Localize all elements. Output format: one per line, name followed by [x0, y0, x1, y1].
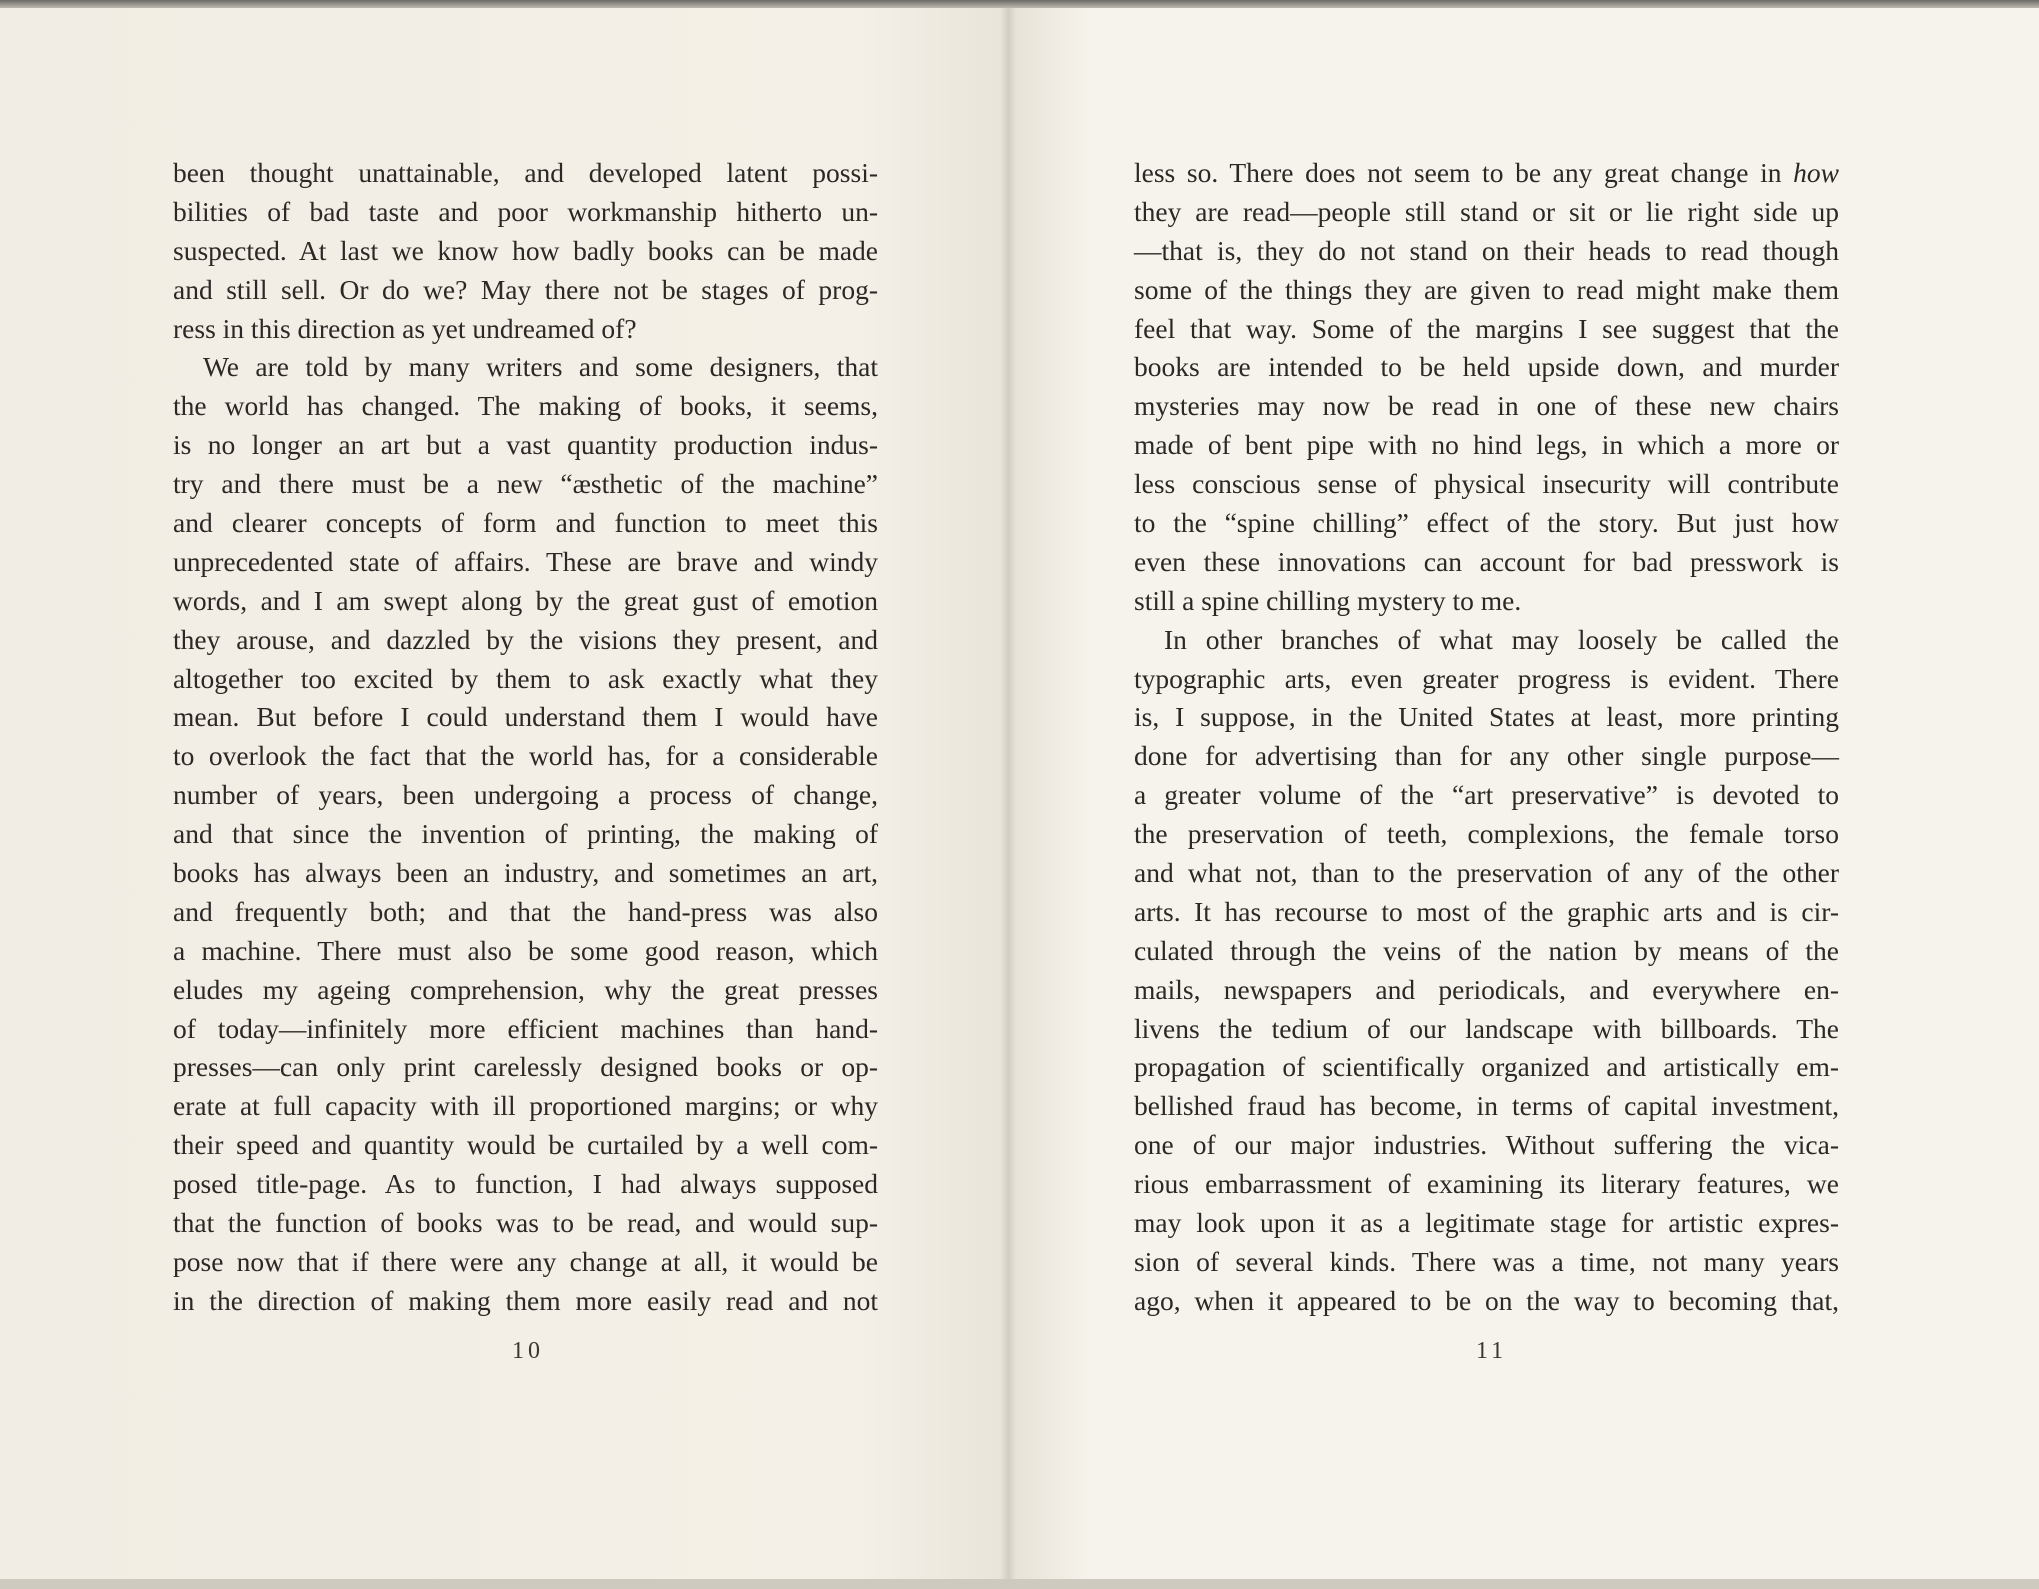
- text-line: [1134, 1243, 1839, 1282]
- text-line: [173, 893, 878, 932]
- text-line: [173, 971, 878, 1010]
- page-number-right: 11: [1476, 1338, 1508, 1364]
- text-line: [1134, 543, 1839, 582]
- right-page-text: [1134, 154, 1839, 1321]
- text-line: [1134, 698, 1839, 737]
- text-line: [173, 582, 878, 621]
- text-line-content: We are told by many writers and some designers, that: [203, 351, 878, 383]
- text-line-content: feel that way. Some of the margins I see suggest that the: [1134, 312, 1839, 344]
- text-line-content: books has always been an industry, and sometimes an art,: [173, 857, 878, 889]
- text-line: [173, 660, 878, 699]
- text-line-content: posed title-page. As to function, I had always supposed: [173, 1168, 878, 1200]
- text-line: [173, 1087, 878, 1126]
- text-line: [1134, 1010, 1839, 1049]
- text-line-content: their speed and quantity would be curtailed by a well com-: [173, 1129, 878, 1161]
- text-line-content: one of our major industries. Without suffering the vica-: [1134, 1129, 1839, 1161]
- text-line-content: to the “spine chilling” effect of the story. But just how: [1134, 507, 1839, 539]
- text-line-content: they are read—people still stand or sit or lie right side up: [1134, 195, 1839, 227]
- text-line-content: books are intended to be held upside down, and murder: [1134, 351, 1839, 383]
- text-line: [173, 271, 878, 310]
- text-line-content: less so. There does not seem to be any great change in: [1134, 157, 1794, 188]
- text-line-content: and clearer concepts of form and function to meet this: [173, 507, 878, 539]
- text-line-content: is no longer an art but a vast quantity production indus-: [173, 429, 878, 461]
- text-line: [173, 310, 878, 349]
- text-line: [173, 1126, 878, 1165]
- text-line-content: bilities of bad taste and poor workmanship hitherto un-: [173, 195, 878, 227]
- text-line-content: unprecedented state of affairs. These are brave and windy: [173, 545, 878, 577]
- text-line: [173, 465, 878, 504]
- text-line-content: is, I suppose, in the United States at least, more printing: [1134, 701, 1839, 733]
- text-line: [173, 854, 878, 893]
- text-line-content: try and there must be a new “æsthetic of the machine”: [173, 468, 878, 500]
- text-line-content: livens the tedium of our landscape with billboards. The: [1134, 1012, 1839, 1044]
- text-line: [1134, 582, 1839, 621]
- text-line-content: bellished fraud has become, in terms of capital investment,: [1134, 1090, 1839, 1122]
- text-line: [173, 232, 878, 271]
- text-line-content: rious embarrassment of examining its literary features, we: [1134, 1168, 1839, 1200]
- page-number-left: 10: [512, 1338, 544, 1364]
- text-line: [173, 348, 878, 387]
- text-line-content: erate at full capacity with ill proportioned margins; or why: [173, 1090, 878, 1122]
- text-line-content: mysteries may now be read in one of these new chairs: [1134, 390, 1839, 422]
- text-line: [1134, 465, 1839, 504]
- text-line-content: and still sell. Or do we? May there not be stages of prog-: [173, 273, 878, 305]
- left-page: [0, 8, 1008, 1579]
- text-line-content: some of the things they are given to read might make them: [1134, 273, 1839, 305]
- text-line: [1134, 1126, 1839, 1165]
- text-line: [1134, 271, 1839, 310]
- text-line-content: altogether too excited by them to ask exactly what they: [173, 662, 878, 694]
- text-line: [1134, 1282, 1839, 1321]
- text-line-content: a machine. There must also be some good reason, which: [173, 934, 878, 966]
- text-line: [173, 932, 878, 971]
- text-line-content: pose now that if there were any change at all, it would be: [173, 1245, 878, 1277]
- text-line: [1134, 426, 1839, 465]
- text-line: [173, 504, 878, 543]
- text-line-content: the preservation of teeth, complexions, the female torso: [1134, 818, 1839, 850]
- text-line: [1134, 854, 1839, 893]
- text-line: [173, 543, 878, 582]
- text-line-content: words, and I am swept along by the great gust of emotion: [173, 584, 878, 616]
- text-line-content: and what not, than to the preservation of any of the other: [1134, 857, 1839, 889]
- right-page: [1008, 8, 2039, 1579]
- text-line: [1134, 776, 1839, 815]
- text-line: [1134, 154, 1839, 193]
- italic-word: how: [1793, 157, 1839, 188]
- text-line-content: and frequently both; and that the hand-press was also: [173, 895, 878, 927]
- book-gutter: [1000, 8, 1016, 1579]
- text-line-content: ress in this direction as yet undreamed of?: [173, 312, 637, 344]
- text-line-content: may look upon it as a legitimate stage for artistic expres-: [1134, 1207, 1839, 1239]
- text-line: [1134, 621, 1839, 660]
- text-line: [1134, 1165, 1839, 1204]
- text-line-content: a greater volume of the “art preservative” is devoted to: [1134, 779, 1839, 811]
- text-line: [173, 815, 878, 854]
- text-line: [1134, 1087, 1839, 1126]
- text-line: [173, 1165, 878, 1204]
- text-line: [1134, 348, 1839, 387]
- text-line: [173, 737, 878, 776]
- text-line: [1134, 387, 1839, 426]
- text-line-content: arts. It has recourse to most of the graphic arts and is cir-: [1134, 895, 1839, 927]
- text-line: [173, 621, 878, 660]
- text-line-content: the world has changed. The making of books, it seems,: [173, 390, 878, 422]
- text-line: [1134, 737, 1839, 776]
- text-line-content: propagation of scientifically organized and artistically em-: [1134, 1051, 1839, 1083]
- text-line: [173, 776, 878, 815]
- text-line-content: mean. But before I could understand them I would have: [173, 701, 878, 733]
- text-line: [173, 1282, 878, 1321]
- text-line-content: made of bent pipe with no hind legs, in which a more or: [1134, 429, 1839, 461]
- text-line-content: of today—infinitely more efficient machines than hand-: [173, 1012, 878, 1044]
- scan-bottom-edge: [0, 1579, 2039, 1589]
- text-line-content: ago, when it appeared to be on the way to becoming that,: [1134, 1284, 1839, 1316]
- text-line: [173, 426, 878, 465]
- text-line: [1134, 1048, 1839, 1087]
- text-line-content: been thought unattainable, and developed latent possi-: [173, 157, 878, 188]
- text-line: [1134, 971, 1839, 1010]
- text-line-content: presses—can only print carelessly designed books or op-: [173, 1051, 878, 1083]
- text-line-content: done for advertising than for any other single purpose—: [1134, 740, 1839, 772]
- text-line-content: to overlook the fact that the world has, for a considerable: [173, 740, 878, 772]
- text-line: [1134, 193, 1839, 232]
- text-line-content: eludes my ageing comprehension, why the great presses: [173, 973, 878, 1005]
- text-line-content: number of years, been undergoing a process of change,: [173, 779, 878, 811]
- text-line-content: even these innovations can account for bad presswork is: [1134, 545, 1839, 577]
- text-line-content: and that since the invention of printing, the making of: [173, 818, 878, 850]
- text-line: [1134, 660, 1839, 699]
- text-line: [1134, 815, 1839, 854]
- text-line-content: they arouse, and dazzled by the visions they present, and: [173, 623, 878, 655]
- text-line: [1134, 504, 1839, 543]
- text-line-content: mails, newspapers and periodicals, and everywhere en-: [1134, 973, 1839, 1005]
- text-line: [1134, 932, 1839, 971]
- text-line-content: —that is, they do not stand on their heads to read though: [1134, 234, 1839, 266]
- text-line: [1134, 232, 1839, 271]
- text-line-content: suspected. At last we know how badly books can be made: [173, 234, 878, 266]
- text-line-content: typographic arts, even greater progress is evident. There: [1134, 662, 1839, 694]
- text-line-content: less conscious sense of physical insecurity will contribute: [1134, 468, 1839, 500]
- text-line: [173, 1204, 878, 1243]
- text-line: [173, 1243, 878, 1282]
- text-line: [173, 387, 878, 426]
- left-page-text: [173, 154, 878, 1321]
- text-line-content: in the direction of making them more easily read and not: [173, 1284, 878, 1316]
- text-line: [1134, 1204, 1839, 1243]
- text-line-content: In other branches of what may loosely be called the: [1164, 623, 1839, 655]
- text-line: [1134, 310, 1839, 349]
- text-line-content: still a spine chilling mystery to me.: [1134, 584, 1522, 616]
- text-line: [173, 193, 878, 232]
- text-line: [173, 698, 878, 737]
- text-line-content: that the function of books was to be read, and would sup-: [173, 1207, 878, 1239]
- text-line: [173, 1048, 878, 1087]
- text-line-content: culated through the veins of the nation by means of the: [1134, 934, 1839, 966]
- text-line: [173, 154, 878, 193]
- text-line: [1134, 893, 1839, 932]
- scan-top-edge: [0, 0, 2039, 8]
- text-line: [173, 1010, 878, 1049]
- text-line-content: sion of several kinds. There was a time, not many years: [1134, 1245, 1839, 1277]
